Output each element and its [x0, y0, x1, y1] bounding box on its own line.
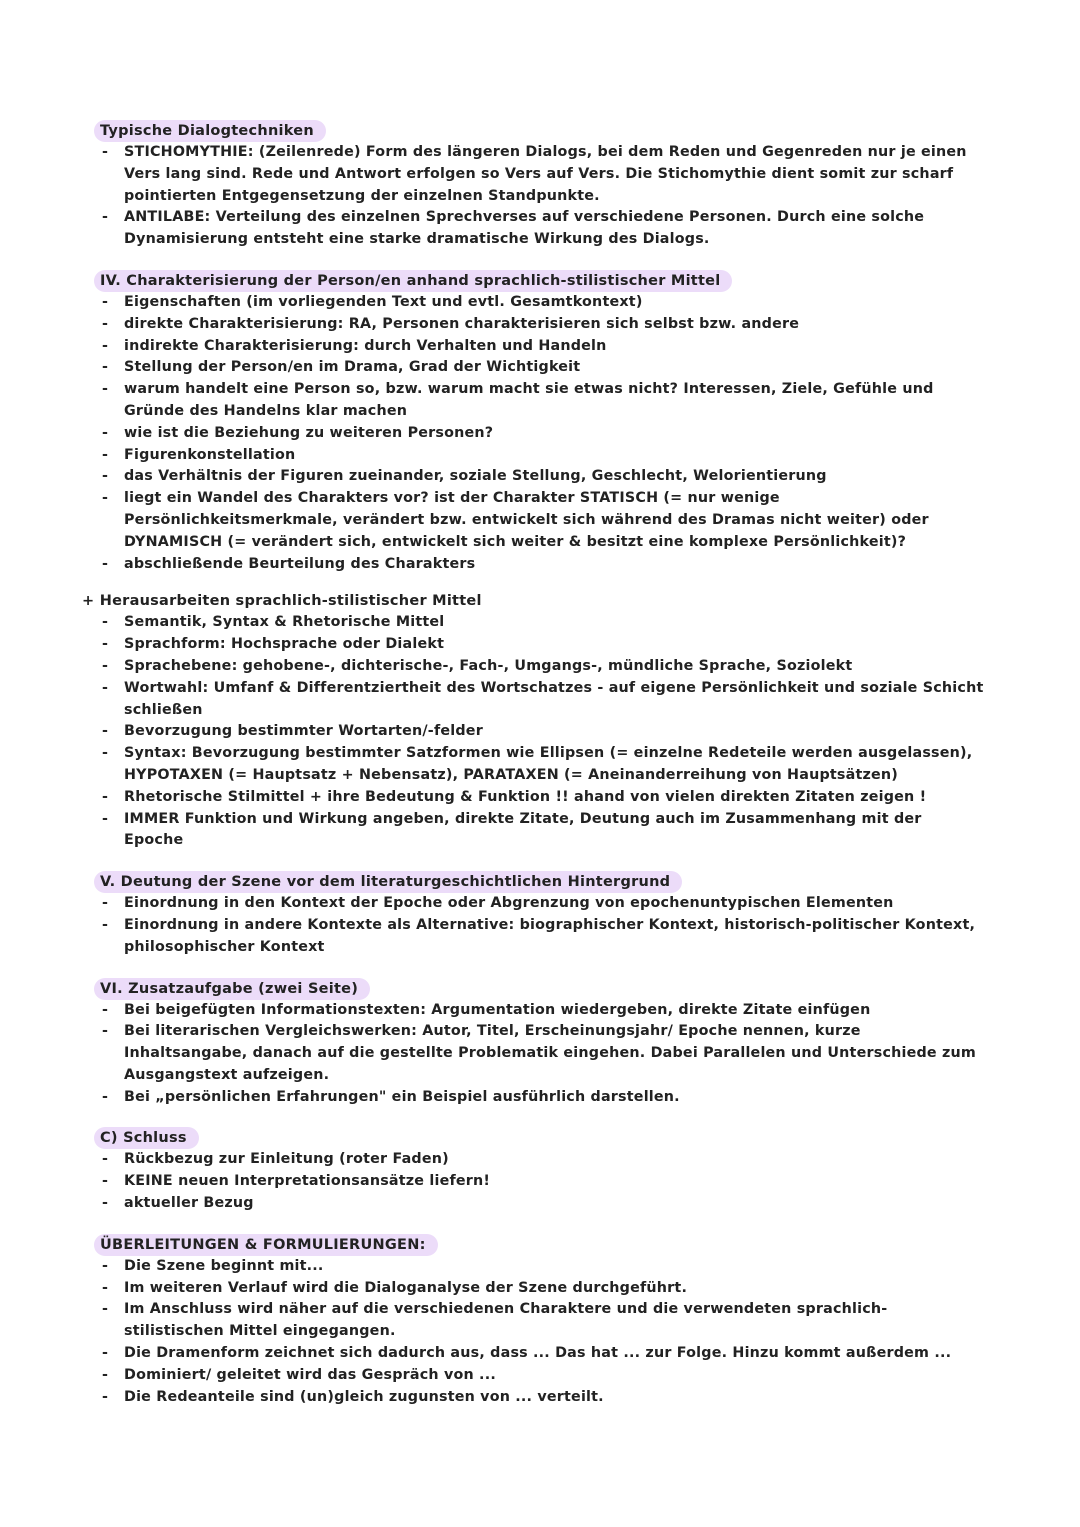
section-ueberleitungen — [96, 1234, 986, 1409]
dash-bullet-icon: - — [102, 1279, 109, 1296]
list-item — [96, 1171, 986, 1193]
list-item-text: Im Anschluss wird näher auf die verschiedenen Charaktere und die verwendeten sprachlich-stilistischen Mittel eingegangen. — [124, 1301, 888, 1340]
dash-bullet-icon: - — [102, 1301, 109, 1318]
dash-bullet-icon: - — [102, 209, 109, 226]
list-item — [96, 423, 986, 445]
list-item — [96, 656, 986, 678]
list-item-text: Sprachebene: gehobene-, dichterische-, Fach-, Umgangs-, mündliche Sprache, Soziolekt — [124, 657, 853, 674]
dash-bullet-icon: - — [102, 555, 109, 572]
list-item — [96, 1387, 986, 1409]
list-item-text: KEINE neuen Interpretationsansätze liefern! — [124, 1173, 491, 1190]
dash-bullet-icon: - — [102, 810, 109, 827]
list-item — [96, 1278, 986, 1300]
list-item — [96, 142, 986, 207]
bullet-list — [96, 1000, 986, 1109]
list-item — [96, 488, 986, 553]
section-herausarbeiten — [82, 590, 986, 852]
dash-bullet-icon: - — [102, 381, 109, 398]
dash-bullet-icon: - — [102, 679, 109, 696]
list-item — [96, 678, 986, 722]
dash-bullet-icon: - — [102, 1257, 109, 1274]
list-item-text: abschließende Beurteilung des Charakters — [124, 555, 476, 572]
dash-bullet-icon: - — [102, 1366, 109, 1383]
section-heading: VI. Zusatzaufgabe (zwei Seite) — [94, 978, 370, 1000]
dash-bullet-icon: - — [102, 895, 109, 912]
dash-bullet-icon: - — [102, 657, 109, 674]
section-heading: IV. Charakterisierung der Person/en anhand sprachlich-stilistischer Mittel — [94, 270, 732, 292]
list-item-text: Die Dramenform zeichnet sich dadurch aus, dass ... Das hat ... zur Folge. Hinzu kommt außerdem ... — [124, 1345, 952, 1362]
notes-page — [82, 120, 986, 1427]
list-item-text: das Verhältnis der Figuren zueinander, soziale Stellung, Geschlecht, Welorientierung — [124, 468, 827, 485]
list-item — [96, 554, 986, 576]
dash-bullet-icon: - — [102, 614, 109, 631]
section-heading: Typische Dialogtechniken — [94, 120, 326, 142]
bullet-list — [96, 1256, 986, 1409]
list-item — [96, 379, 986, 423]
list-item — [96, 314, 986, 336]
list-item — [96, 207, 986, 251]
bullet-list — [96, 893, 986, 958]
section-dialog — [96, 120, 986, 251]
dash-bullet-icon: - — [102, 468, 109, 485]
list-item-text: Eigenschaften (im vorliegenden Text und evtl. Gesamtkontext) — [124, 293, 643, 310]
list-item — [96, 915, 986, 959]
list-item-text: indirekte Charakterisierung: durch Verhalten und Handeln — [124, 337, 607, 354]
list-item — [96, 1021, 986, 1086]
list-item — [96, 721, 986, 743]
dash-bullet-icon: - — [102, 916, 109, 933]
list-item — [96, 466, 986, 488]
list-item — [96, 893, 986, 915]
section-schluss — [96, 1127, 986, 1214]
list-item — [96, 292, 986, 314]
dash-bullet-icon: - — [102, 745, 109, 762]
dash-bullet-icon: - — [102, 293, 109, 310]
dash-bullet-icon: - — [102, 359, 109, 376]
list-item — [96, 809, 986, 853]
section-heading: V. Deutung der Szene vor dem literaturgeschichtlichen Hintergrund — [94, 871, 682, 893]
dash-bullet-icon: - — [102, 144, 109, 160]
list-item-text: aktueller Bezug — [124, 1195, 254, 1212]
bullet-list — [96, 292, 986, 575]
list-item-text: Bei „persönlichen Erfahrungen" ein Beispiel ausführlich darstellen. — [124, 1088, 680, 1105]
list-item-text: Einordnung in andere Kontexte als Alternative: biographischer Kontext, historisch-politischer Kontext, philosophischer Kontext — [124, 916, 976, 955]
bullet-list — [96, 1149, 986, 1214]
dash-bullet-icon: - — [102, 446, 109, 463]
list-item — [96, 445, 986, 467]
list-item-text: Einordnung in den Kontext der Epoche oder Abgrenzung von epochenuntypischen Elementen — [124, 895, 894, 912]
list-item — [96, 1256, 986, 1278]
list-item-text: Die Redeanteile sind (un)gleich zugunsten von ... verteilt. — [124, 1388, 604, 1405]
section-zusatzaufgabe — [96, 978, 986, 1109]
list-item-text: warum handelt eine Person so, bzw. warum macht sie etwas nicht? Interessen, Ziele, Gefühle und Gründe des Handelns klar machen — [124, 381, 934, 419]
list-item-text: Sprachform: Hochsprache oder Dialekt — [124, 636, 445, 653]
list-item-text: ANTILABE: Verteilung des einzelnen Sprechverses auf verschiedene Personen. Durch eine solche Dynamisierung entsteht eine starke dramatische Wirkung des Dialogs. — [124, 209, 925, 248]
section-heading: C) Schluss — [94, 1127, 199, 1149]
list-item — [96, 743, 986, 787]
dash-bullet-icon: - — [102, 315, 109, 332]
list-item — [96, 1000, 986, 1022]
list-item-text: Bei beigefügten Informationstexten: Argumentation wiedergeben, direkte Zitate einfügen — [124, 1001, 871, 1018]
dash-bullet-icon: - — [102, 490, 109, 507]
section-charakterisierung — [96, 270, 986, 575]
dash-bullet-icon: - — [102, 1088, 109, 1105]
bullet-list — [96, 612, 986, 852]
dash-bullet-icon: - — [102, 1388, 109, 1405]
list-item-text: Wortwahl: Umfanf & Differentziertheit des Wortschatzes - auf eigene Persönlichkeit und soziale Schicht schließen — [124, 679, 984, 718]
section-heading: ÜBERLEITUNGEN & FORMULIERUNGEN: — [94, 1234, 438, 1256]
list-item-text: Dominiert/ geleitet wird das Gespräch von ... — [124, 1366, 496, 1383]
list-item — [96, 787, 986, 809]
list-item — [96, 357, 986, 379]
list-item-text: Bevorzugung bestimmter Wortarten/-felder — [124, 723, 483, 740]
list-item-text: Bei literarischen Vergleichswerken: Autor, Titel, Erscheinungsjahr/ Epoche nennen, kurze Inhaltsangabe, danach auf die gestellte Problematik eingehen. Dabei Parallelen und Unterschiede zum Ausgangstext aufzeigen. — [124, 1023, 976, 1083]
list-item — [96, 1299, 986, 1343]
list-item — [96, 1149, 986, 1171]
dash-bullet-icon: - — [102, 424, 109, 441]
list-item-text: liegt ein Wandel des Charakters vor? ist der Charakter STATISCH (= nur wenige Persönlichkeitsmerkmale, verändert bzw. entwickelt sich während des Dramas nicht weiter) oder DYNAMISCH (= verändert sich, entwickelt sich weiter & besitzt eine komplexe Persönlichkeit)? — [124, 490, 929, 550]
list-item-text: wie ist die Beziehung zu weiteren Personen? — [124, 424, 494, 441]
list-item-text: Semantik, Syntax & Rhetorische Mittel — [124, 614, 445, 631]
list-item — [96, 634, 986, 656]
list-item-text: Rhetorische Stilmittel + ihre Bedeutung & Funktion !! ahand von vielen direkten Zitaten zeigen ! — [124, 788, 927, 805]
list-item-text: Im weiteren Verlauf wird die Dialoganalyse der Szene durchgeführt. — [124, 1279, 688, 1296]
section-deutung — [96, 871, 986, 958]
dash-bullet-icon: - — [102, 337, 109, 354]
dash-bullet-icon: - — [102, 1151, 109, 1168]
list-item — [96, 1343, 986, 1365]
list-item — [96, 1087, 986, 1109]
list-item-text: Syntax: Bevorzugung bestimmter Satzformen wie Ellipsen (= einzelne Redeteile werden ausgelassen), HYPOTAXEN (= Hauptsatz + Nebensatz), PARATAXEN (= Aneinanderreihung von Hauptsätzen) — [124, 745, 973, 783]
list-item-text: Stellung der Person/en im Drama, Grad der Wichtigkeit — [124, 359, 581, 376]
list-item-text: direkte Charakterisierung: RA, Personen charakterisieren sich selbst bzw. andere — [124, 315, 800, 332]
dash-bullet-icon: - — [102, 723, 109, 740]
dash-bullet-icon: - — [102, 788, 109, 805]
list-item-text: Die Szene beginnt mit... — [124, 1257, 324, 1274]
list-item-text: STICHOMYTHIE: (Zeilenrede) Form des längeren Dialogs, bei dem Reden und Gegenreden nur je einen Vers lang sind. Rede und Antwort erfolgen so Vers auf Vers. Die Stichomythie dient somit zur scharf pointierten Entgegensetzung der einzelnen Standpunkte. — [124, 144, 967, 204]
dash-bullet-icon: - — [102, 1195, 109, 1212]
list-item — [96, 1193, 986, 1215]
list-item-text: IMMER Funktion und Wirkung angeben, direkte Zitate, Deutung auch im Zusammenhang mit der Epoche — [124, 810, 922, 849]
dash-bullet-icon: - — [102, 1345, 109, 1362]
dash-bullet-icon: - — [102, 1001, 109, 1018]
dash-bullet-icon: - — [102, 1173, 109, 1190]
section-heading: + Herausarbeiten sprachlich-stilistischer Mittel — [82, 593, 482, 610]
dash-bullet-icon: - — [102, 1023, 109, 1040]
list-item — [96, 336, 986, 358]
list-item-text: Rückbezug zur Einleitung (roter Faden) — [124, 1151, 449, 1168]
dash-bullet-icon: - — [102, 636, 109, 653]
list-item — [96, 612, 986, 634]
list-item — [96, 1365, 986, 1387]
bullet-list — [96, 142, 986, 251]
list-item-text: Figurenkonstellation — [124, 446, 296, 463]
